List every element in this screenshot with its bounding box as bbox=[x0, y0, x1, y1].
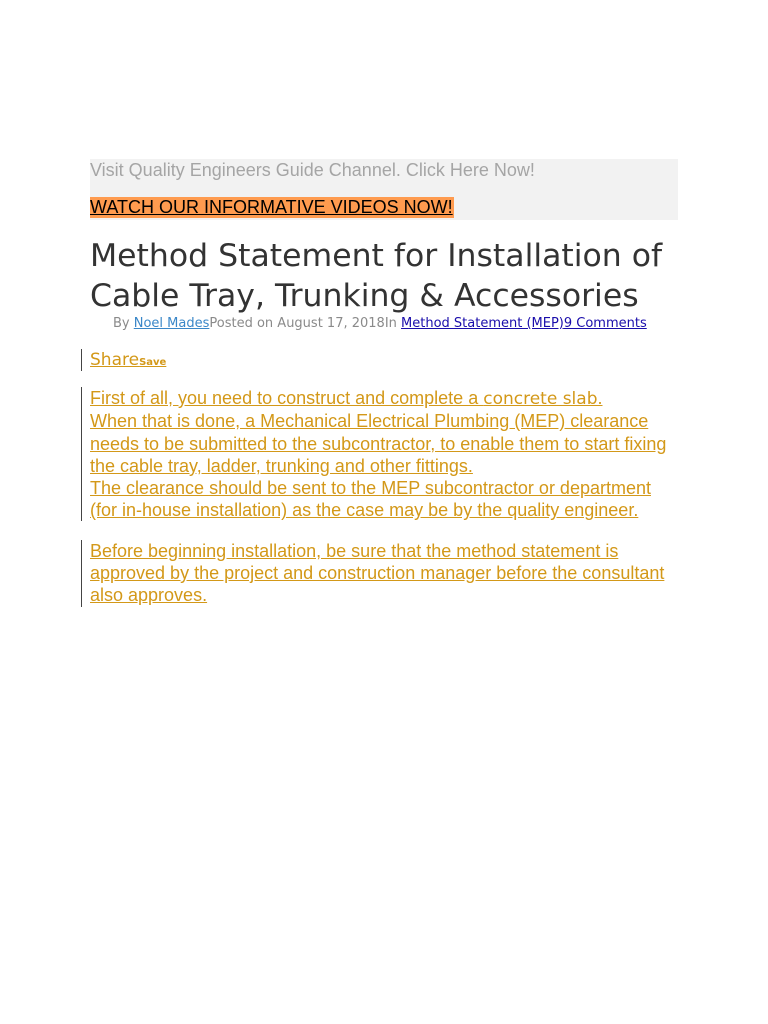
share-row bbox=[90, 348, 678, 372]
paragraph-text: Before beginning installation, be sure that the method statement is approved by the project and construction manager before the consultant also approves. bbox=[90, 540, 665, 606]
page-title: Method Statement for Installation of Cable Tray, Trunking & Accessories bbox=[90, 238, 663, 314]
save-link[interactable]: Save bbox=[139, 357, 167, 368]
paragraph-text: First of all, you need to construct and complete a bbox=[90, 388, 484, 408]
channel-promo-link[interactable]: Visit Quality Engineers Guide Channel. Click Here Now! bbox=[90, 160, 535, 180]
paragraph-intro[interactable] bbox=[90, 387, 678, 522]
comments-link[interactable]: 9 Comments bbox=[563, 316, 647, 331]
posted-date: Posted on August 17, 2018In bbox=[209, 316, 402, 331]
author-link[interactable]: Noel Mades bbox=[133, 316, 210, 331]
concrete-slab-link[interactable]: concrete slab bbox=[483, 389, 598, 409]
post-meta bbox=[113, 315, 678, 333]
paragraph-approval[interactable] bbox=[90, 540, 678, 607]
quote-bar bbox=[81, 540, 82, 607]
watch-videos-link[interactable]: WATCH OUR INFORMATIVE VIDEOS NOW! bbox=[90, 197, 453, 217]
by-label: By bbox=[113, 316, 134, 331]
category-link[interactable]: Method Statement (MEP) bbox=[401, 316, 564, 331]
paragraph-text: . bbox=[597, 388, 603, 408]
quote-bar bbox=[81, 349, 82, 371]
share-link[interactable]: Share bbox=[90, 350, 140, 370]
article-container bbox=[90, 159, 678, 607]
promo-banner bbox=[90, 159, 678, 220]
paragraph-text: The clearance should be sent to the MEP subcontractor or department (for in-house installation) as the case may be by the quality engineer. bbox=[90, 478, 651, 521]
paragraph-text: When that is done, a Mechanical Electrical Plumbing (MEP) clearance needs to be submitted to the subcontractor, to enable them to start fixing the cable tray, ladder, trunking and other fittings. bbox=[90, 411, 667, 476]
quote-bar bbox=[81, 387, 82, 521]
